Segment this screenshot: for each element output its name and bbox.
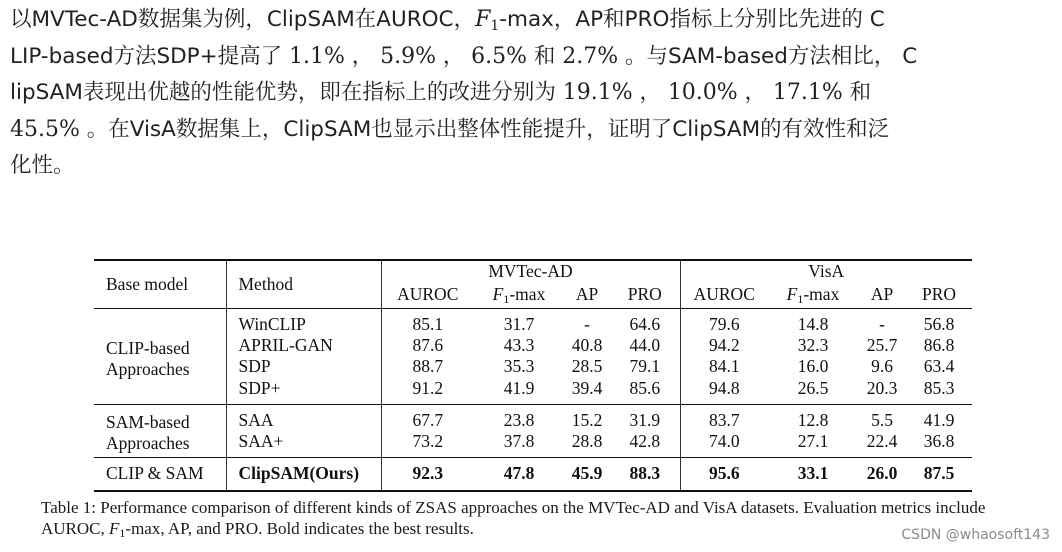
value-cell: 25.7 (866, 334, 898, 355)
value-cell: 9.6 (871, 356, 893, 377)
base-model-label: Approaches (106, 433, 190, 454)
f1-letter: F (475, 7, 491, 32)
value-cell: 83.7 (680, 404, 768, 431)
f1-symbol (475, 7, 499, 32)
table-row (94, 308, 972, 335)
caption-line-2 (41, 518, 1031, 539)
value-cell: 33.1 (768, 458, 858, 491)
body-paragraph (10, 2, 1054, 185)
metric-label: AUROC (397, 284, 459, 305)
method-cell: SDP (226, 356, 381, 377)
value-cell: 45.9 (564, 458, 610, 491)
conjunction: 和 (842, 80, 872, 105)
improvement-value: 17.1% (772, 80, 843, 105)
value-cell: 95.6 (680, 458, 768, 491)
f1-letter: F (109, 519, 120, 538)
improvement-value: 2.7% (562, 43, 619, 69)
value-cell: 74.0 (708, 431, 740, 452)
metric-header (564, 282, 610, 308)
paragraph-line-3 (10, 75, 1054, 112)
paragraph-text: 化性。 (10, 153, 75, 178)
separator: ， (632, 80, 668, 105)
header-group-mvtec: MVTec-AD (381, 260, 680, 282)
csdn-watermark: CSDN @whaosoft143 (901, 527, 1050, 543)
metric-label: AP (575, 284, 599, 305)
value-cell: 63.4 (923, 356, 955, 377)
value-cell: 15.2 (564, 404, 610, 431)
metric-label: PRO (921, 284, 957, 305)
value-cell: 91.2 (412, 377, 444, 398)
value-cell: 12.8 (768, 404, 858, 431)
value-cell: 42.8 (610, 431, 680, 458)
value-cell: 44.0 (610, 335, 680, 356)
improvement-value: 45.5% (10, 116, 80, 142)
separator: ， (344, 43, 381, 69)
metric-header (906, 282, 972, 308)
header-group-visa: VisA (680, 260, 972, 282)
improvement-value: 10.0% (667, 80, 738, 105)
metric-header (474, 282, 564, 308)
header-base-model: Base model (94, 260, 226, 308)
metric-label: PRO (627, 284, 662, 305)
caption-line-1: Table 1: Performance comparison of different kinds of ZSAS approaches on the MVTec-AD and VisA datasets. Evaluation metrics include (41, 498, 986, 517)
table-row (94, 335, 972, 356)
value-cell: 37.8 (503, 431, 535, 452)
paragraph-text: 以MVTec-AD数据集为例，ClipSAM在AUROC， (10, 7, 476, 32)
table-row (94, 356, 972, 377)
value-cell: 31.9 (610, 404, 680, 431)
value-cell: 26.5 (797, 377, 829, 398)
table-body (94, 308, 972, 491)
value-cell: 26.0 (858, 458, 906, 491)
caption-text: AUROC, (41, 519, 110, 538)
value-cell: 23.8 (474, 404, 564, 431)
paragraph-text: -max，AP和PRO指标上分别比先进的 C (499, 7, 885, 32)
method-cell: SAA+ (226, 431, 381, 458)
value-cell: 73.2 (412, 431, 444, 452)
metric-header (768, 282, 858, 308)
paragraph-text: 。在VisA数据集上，ClipSAM也显示出整体性能提升，证明了ClipSAM的有效性和泛 (79, 116, 890, 142)
value-cell: 35.3 (503, 356, 535, 377)
metric-header (680, 282, 768, 308)
value-cell: 87.6 (412, 334, 444, 355)
paragraph-text: lipSAM表现出优越的性能优势，即在指标上的改进分别为 (10, 80, 563, 105)
value-cell: - (564, 308, 610, 335)
value-cell: 36.8 (923, 431, 955, 452)
metric-suffix: -max (803, 284, 840, 305)
conjunction: 和 (527, 43, 563, 69)
metric-label: AUROC (693, 284, 755, 305)
f1-subscript: 1 (490, 18, 500, 34)
method-cell: APRIL-GAN (226, 335, 381, 356)
method-cell: SAA (226, 404, 381, 431)
value-cell: 28.5 (571, 356, 603, 377)
f1-letter: F (492, 284, 504, 305)
value-cell: 14.8 (768, 308, 858, 335)
paragraph-text: 。与SAM-based方法相比， C (618, 43, 918, 69)
value-cell: 85.6 (610, 377, 680, 404)
value-cell: 40.8 (571, 334, 603, 355)
value-cell: 88.3 (610, 458, 680, 491)
metric-header (610, 282, 680, 308)
table-row (94, 458, 972, 491)
method-cell: WinCLIP (226, 308, 381, 335)
value-cell: 67.7 (381, 404, 474, 431)
base-model-cell (94, 458, 226, 491)
improvement-value: 6.5% (471, 43, 528, 69)
metric-header (858, 282, 906, 308)
f1-subscript: 1 (503, 292, 510, 307)
value-cell: 41.9 (906, 404, 972, 431)
f1-letter: F (786, 284, 798, 305)
caption-text: -max, AP, and PRO. Bold indicates the best results. (125, 519, 474, 538)
paragraph-text: LIP-based方法SDP+提高了 (10, 43, 289, 69)
value-cell: 94.2 (708, 334, 740, 355)
separator: ， (737, 80, 773, 105)
value-cell: 84.1 (708, 356, 740, 377)
paragraph-line-4 (10, 112, 1054, 149)
value-cell: 43.3 (503, 334, 535, 355)
header-method: Method (226, 260, 381, 308)
separator: ， (435, 43, 472, 69)
value-cell: 41.9 (503, 377, 535, 398)
results-table (94, 259, 972, 492)
value-cell: 31.7 (474, 308, 564, 335)
value-cell: 79.1 (610, 356, 680, 377)
base-model-cell (94, 308, 226, 404)
value-cell: 27.1 (797, 431, 829, 452)
metric-suffix: -max (509, 284, 546, 305)
table-row (94, 431, 972, 458)
method-cell: ClipSAM(Ours) (226, 458, 381, 491)
value-cell: 22.4 (866, 431, 898, 452)
base-model-label: CLIP & SAM (106, 463, 204, 484)
value-cell: - (858, 308, 906, 335)
improvement-value: 19.1% (562, 80, 633, 105)
value-cell: 28.8 (571, 431, 603, 452)
method-cell: SDP+ (226, 377, 381, 404)
f1-subscript: 1 (797, 292, 804, 307)
value-cell: 32.3 (797, 334, 829, 355)
value-cell: 20.3 (866, 377, 898, 398)
improvement-value: 1.1% (289, 43, 345, 69)
value-cell: 39.4 (571, 377, 603, 398)
value-cell: 56.8 (906, 308, 972, 335)
table-row (94, 404, 972, 431)
paragraph-line-5 (10, 148, 1054, 185)
value-cell: 64.6 (610, 308, 680, 335)
base-model-label: SAM-based (106, 412, 190, 433)
value-cell: 85.3 (923, 377, 955, 398)
f1-subscript: 1 (119, 526, 126, 540)
table-row (94, 377, 972, 404)
paragraph-line-2 (10, 39, 1054, 76)
value-cell: 79.6 (680, 308, 768, 335)
value-cell: 88.7 (412, 356, 444, 377)
base-model-label: CLIP-based (106, 337, 190, 358)
metric-label: AP (870, 284, 894, 305)
value-cell: 16.0 (797, 356, 829, 377)
value-cell: 87.5 (906, 458, 972, 491)
base-model-cell (94, 404, 226, 458)
value-cell: 47.8 (474, 458, 564, 491)
metric-header (381, 282, 474, 308)
paragraph-line-1 (10, 2, 1054, 39)
value-cell: 85.1 (381, 308, 474, 335)
value-cell: 92.3 (381, 458, 474, 491)
value-cell: 86.8 (923, 334, 955, 355)
value-cell: 5.5 (858, 404, 906, 431)
base-model-label: Approaches (106, 358, 190, 379)
improvement-value: 5.9% (380, 43, 436, 69)
value-cell: 94.8 (708, 377, 740, 398)
table-caption (41, 497, 1031, 539)
